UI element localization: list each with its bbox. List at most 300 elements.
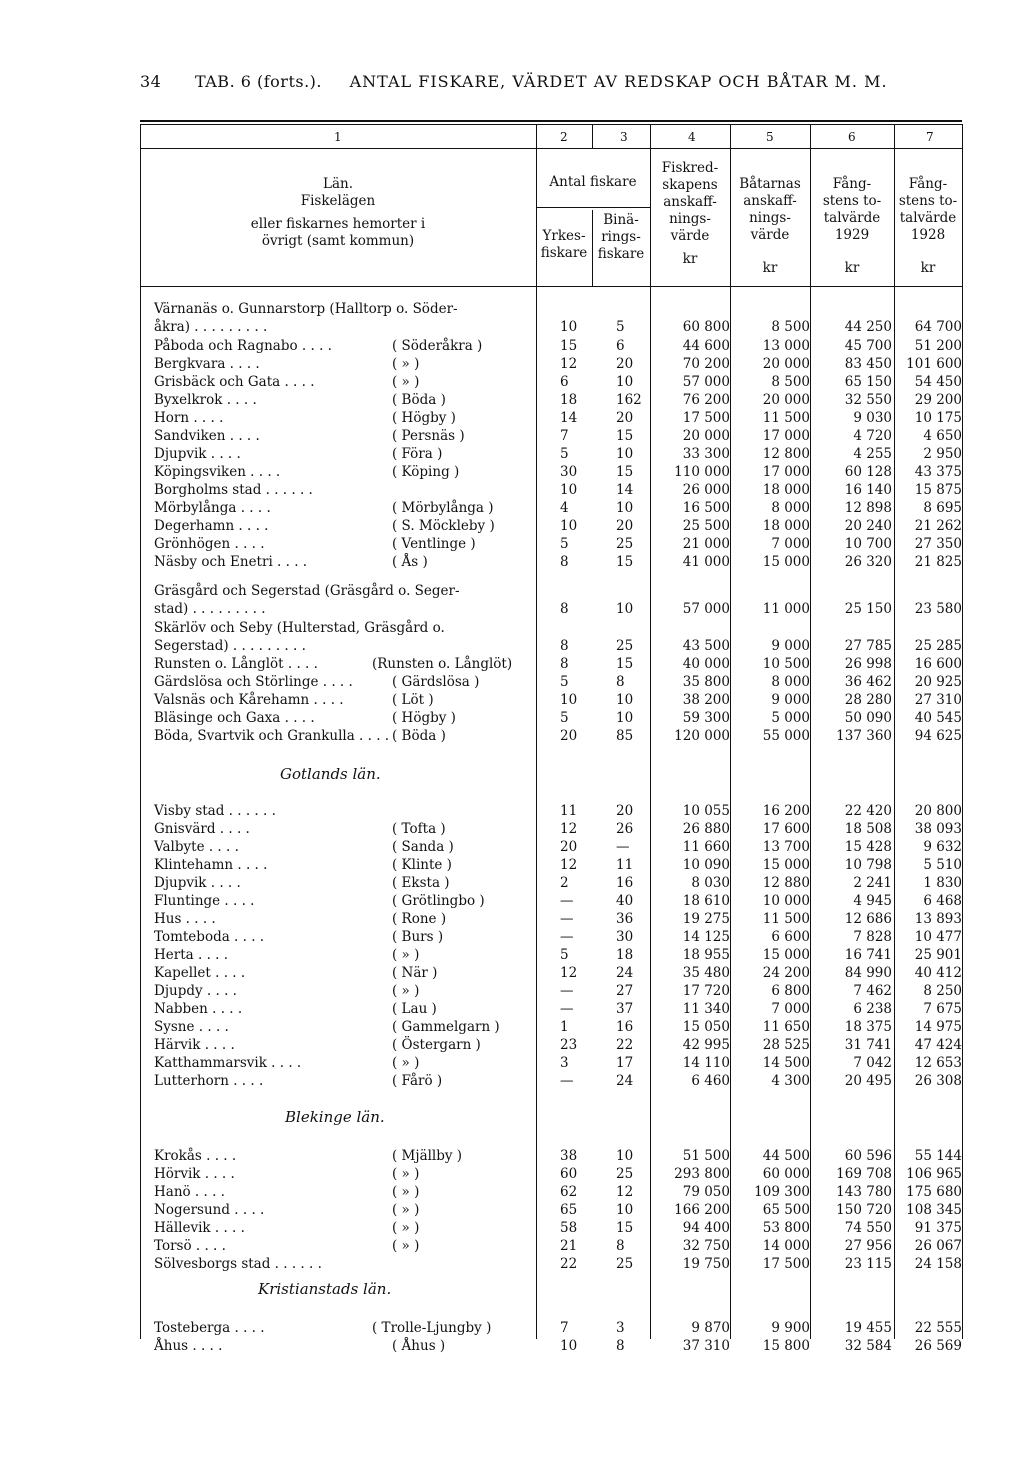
cell-c7: 8 250 (923, 983, 962, 999)
binaringsfiskare-header (592, 212, 650, 263)
cell-c6: 4 255 (853, 446, 892, 462)
cell-c2: 10 (560, 1338, 578, 1354)
cell-c7: 101 600 (906, 356, 962, 372)
cell-c7: 13 893 (914, 911, 962, 927)
row-kommun: ( Rone ) (392, 911, 447, 927)
cell-c5: 55 000 (762, 728, 810, 744)
table-row (140, 1072, 962, 1090)
cell-c6: 15 428 (844, 839, 892, 855)
cell-c6: 26 320 (844, 554, 892, 570)
table-row (140, 1000, 962, 1018)
col5-header (730, 176, 810, 277)
row-kommun: ( » ) (392, 356, 420, 372)
row-kommun: ( Söderåkra ) (392, 338, 483, 354)
binaringsfiskare-line: Binä- (603, 212, 639, 228)
row-name: Degerhamn . . . . (154, 518, 269, 534)
top-rule-thin (140, 124, 962, 125)
table-row (140, 856, 962, 874)
cell-c5: 28 525 (762, 1037, 810, 1053)
table-row (140, 620, 962, 655)
col7-line: Fång- (908, 176, 948, 192)
cell-c4: 20 000 (682, 428, 730, 444)
cell-c7: 47 424 (914, 1037, 962, 1053)
cell-c6: 2 241 (853, 875, 892, 891)
row-name: Djupvik . . . . (154, 446, 241, 462)
cell-c5: 17 000 (762, 464, 810, 480)
row-kommun: ( Klinte ) (392, 857, 452, 873)
row-kommun: ( Gammelgarn ) (392, 1019, 500, 1035)
cell-c4: 19 275 (682, 911, 730, 927)
cell-c7: 26 569 (914, 1338, 962, 1354)
cell-c4: 60 800 (682, 319, 730, 335)
table-row (140, 910, 962, 928)
col1-header-line: eller fiskarnes hemorter i (250, 216, 426, 232)
cell-c7: 64 700 (914, 319, 962, 335)
col1-header-line: övrigt (samt kommun) (261, 233, 415, 249)
page-header (140, 72, 888, 91)
row-name: Torsö . . . . (154, 1238, 226, 1254)
cell-c7: 15 875 (914, 482, 962, 498)
cell-c6: 60 596 (844, 1148, 892, 1164)
col6-line: talvärde (823, 210, 881, 226)
col5-line: anskaff- (743, 193, 797, 209)
cell-c3: 40 (616, 893, 634, 909)
cell-c4: 166 200 (674, 1202, 730, 1218)
cell-c2: 12 (560, 821, 578, 837)
cell-c4: 293 800 (674, 1166, 730, 1182)
cell-c7: 6 468 (923, 893, 962, 909)
table-row (140, 946, 962, 964)
table-row (140, 691, 962, 709)
cell-c5: 8 500 (771, 374, 810, 390)
cell-c6: 50 090 (844, 710, 892, 726)
cell-c3: 16 (616, 1019, 634, 1035)
cell-c5: 60 000 (762, 1166, 810, 1182)
cell-c2: 8 (560, 601, 569, 617)
cell-c4: 18 955 (682, 947, 730, 963)
cell-c5: 11 500 (762, 410, 810, 426)
cell-c4: 59 300 (682, 710, 730, 726)
table-row (140, 409, 962, 427)
cell-c2: 10 (560, 319, 578, 335)
cell-c3: 5 (616, 319, 625, 335)
top-rule (140, 120, 962, 122)
cell-c2: 23 (560, 1037, 578, 1053)
table-row (140, 982, 962, 1000)
cell-c6: 18 375 (844, 1019, 892, 1035)
cell-c6: 7 042 (853, 1055, 892, 1071)
cell-c4: 14 125 (682, 929, 730, 945)
table-row (140, 373, 962, 391)
cell-c7: 20 925 (914, 674, 962, 690)
row-name: Bläsinge och Gaxa . . . . (154, 710, 315, 726)
cell-c6: 84 990 (844, 965, 892, 981)
cell-c2: 5 (560, 536, 569, 552)
cell-c2: 20 (560, 839, 578, 855)
col7-unit: kr (920, 260, 936, 276)
cell-c4: 51 500 (682, 1148, 730, 1164)
cell-c7: 40 412 (914, 965, 962, 981)
cell-c7: 51 200 (914, 338, 962, 354)
cell-c7: 27 350 (914, 536, 962, 552)
col1-header-line: Län. (323, 176, 353, 192)
row-kommun: ( Persnäs ) (392, 428, 465, 444)
col6-line: 1929 (834, 227, 870, 243)
cell-c4: 26 880 (682, 821, 730, 837)
cell-c2: 11 (560, 803, 578, 819)
table-row (140, 1255, 962, 1273)
row-kommun: ( Åhus ) (392, 1338, 446, 1354)
cell-c6: 4 720 (853, 428, 892, 444)
row-name: Byxelkrok . . . . (154, 392, 257, 408)
cell-c7: 26 308 (914, 1073, 962, 1089)
col6-header (810, 176, 894, 277)
row-kommun: ( » ) (392, 1220, 420, 1236)
row-kommun: ( Föra ) (392, 446, 443, 462)
table-label: TAB. 6 (forts.). (194, 72, 322, 91)
cell-c7: 175 680 (906, 1184, 962, 1200)
cell-c3: 6 (616, 338, 625, 354)
cell-c4: 76 200 (682, 392, 730, 408)
cell-c7: 40 545 (914, 710, 962, 726)
table-row (140, 1054, 962, 1072)
cell-c2: — (560, 983, 574, 999)
cell-c5: 12 880 (762, 875, 810, 891)
cell-c4: 15 050 (682, 1019, 730, 1035)
row-name: Horn . . . . (154, 410, 224, 426)
row-name: Grönhögen . . . . (154, 536, 265, 552)
cell-c5: 53 800 (762, 1220, 810, 1236)
cell-c7: 55 144 (914, 1148, 962, 1164)
row-kommun: ( Ventlinge ) (392, 536, 476, 552)
row-name: Gnisvärd . . . . (154, 821, 250, 837)
cell-c6: 28 280 (844, 692, 892, 708)
cell-c6: 20 495 (844, 1073, 892, 1089)
cell-c5: 17 600 (762, 821, 810, 837)
row-name: Bergkvara . . . . (154, 356, 260, 372)
cell-c3: 15 (616, 428, 634, 444)
col5-unit: kr (762, 260, 778, 276)
cell-c4: 17 500 (682, 410, 730, 426)
cell-c5: 10 000 (762, 893, 810, 909)
cell-c7: 8 695 (923, 500, 962, 516)
cell-c2: 30 (560, 464, 578, 480)
cell-c6: 22 420 (844, 803, 892, 819)
cell-c7: 29 200 (914, 392, 962, 408)
cell-c5: 4 300 (771, 1073, 810, 1089)
row-kommun: ( » ) (392, 1166, 420, 1182)
table-row (140, 391, 962, 409)
col-number-6: 6 (848, 130, 856, 144)
row-name: Djupdy . . . . (154, 983, 237, 999)
col1-header (140, 176, 536, 250)
cell-c2: 10 (560, 482, 578, 498)
row-name: Kapellet . . . . (154, 965, 246, 981)
cell-c3: 25 (616, 1166, 634, 1182)
cell-c6: 16 140 (844, 482, 892, 498)
cell-c6: 18 508 (844, 821, 892, 837)
antal-fiskare-header: Antal fiskare (549, 174, 637, 190)
col-number-2: 2 (560, 130, 568, 144)
cell-c7: 16 600 (914, 656, 962, 672)
cell-c2: 6 (560, 374, 569, 390)
row-kommun: ( Högby ) (392, 710, 456, 726)
row-name: Valbyte . . . . (154, 839, 239, 855)
cell-c3: 10 (616, 500, 634, 516)
cell-c3: 30 (616, 929, 634, 945)
cell-c7: 12 653 (914, 1055, 962, 1071)
cell-c7: 25 285 (914, 638, 962, 654)
cell-c2: — (560, 1001, 574, 1017)
row-name: Åhus . . . . (154, 1338, 223, 1354)
cell-c3: 22 (616, 1037, 634, 1053)
table-row (140, 655, 962, 673)
cell-c3: 17 (616, 1055, 634, 1071)
cell-c6: 26 998 (844, 656, 892, 672)
cell-c3: 12 (616, 1184, 634, 1200)
table-title: ANTAL FISKARE, VÄRDET AV REDSKAP OCH BÅTAR M. M. (349, 72, 888, 91)
cell-c4: 26 000 (682, 482, 730, 498)
row-name: Djupvik . . . . (154, 875, 241, 891)
row-kommun: ( När ) (392, 965, 438, 981)
cell-c7: 38 093 (914, 821, 962, 837)
cell-c5: 10 500 (762, 656, 810, 672)
row-name-continued: stad) . . . . . . . . . (154, 601, 266, 617)
row-name: Sölvesborgs stad . . . . . . (154, 1256, 322, 1272)
cell-c5: 13 000 (762, 338, 810, 354)
cell-c5: 9 000 (771, 638, 810, 654)
row-kommun: (Runsten o. Långlöt) (372, 656, 513, 672)
cell-c7: 25 901 (914, 947, 962, 963)
cell-c3: 18 (616, 947, 634, 963)
cell-c4: 35 800 (682, 674, 730, 690)
cell-c6: 25 150 (844, 601, 892, 617)
cell-c6: 32 584 (844, 1338, 892, 1354)
cell-c2: — (560, 911, 574, 927)
row-kommun: ( » ) (392, 1238, 420, 1254)
page-number: 34 (140, 72, 162, 91)
table-row (140, 535, 962, 553)
cell-c4: 10 055 (682, 803, 730, 819)
cell-c2: 2 (560, 875, 569, 891)
col-divider-7 (962, 124, 963, 1339)
cell-c7: 5 510 (923, 857, 962, 873)
table-row (140, 1036, 962, 1054)
row-name: Påboda och Ragnabo . . . . (154, 338, 332, 354)
row-name: Herta . . . . (154, 947, 229, 963)
row-kommun: ( Tofta ) (392, 821, 446, 837)
cell-c6: 16 741 (844, 947, 892, 963)
cell-c6: 7 828 (853, 929, 892, 945)
table-row (140, 1219, 962, 1237)
row-name: Tomteboda . . . . (154, 929, 265, 945)
table-row (140, 355, 962, 373)
cell-c6: 19 455 (844, 1320, 892, 1336)
cell-c2: 12 (560, 965, 578, 981)
cell-c5: 9 900 (771, 1320, 810, 1336)
cell-c2: 4 (560, 500, 569, 516)
cell-c3: 15 (616, 464, 634, 480)
col1-header-line: Fiskelägen (300, 193, 376, 209)
table-row (140, 427, 962, 445)
cell-c5: 18 000 (762, 518, 810, 534)
cell-c4: 33 300 (682, 446, 730, 462)
cell-c2: 15 (560, 338, 578, 354)
row-name: Sandviken . . . . (154, 428, 260, 444)
cell-c2: 5 (560, 446, 569, 462)
cell-c4: 16 500 (682, 500, 730, 516)
cell-c3: 85 (616, 728, 634, 744)
cell-c4: 79 050 (682, 1184, 730, 1200)
cell-c3: 10 (616, 446, 634, 462)
cell-c3: 24 (616, 1073, 634, 1089)
row-name: Fluntinge . . . . (154, 893, 255, 909)
row-kommun: ( » ) (392, 947, 420, 963)
row-kommun: ( Mörbylånga ) (392, 500, 494, 516)
cell-c4: 6 460 (691, 1073, 730, 1089)
cell-c6: 10 700 (844, 536, 892, 552)
row-name-continued: Segerstad) . . . . . . . . . (154, 638, 306, 654)
cell-c7: 91 375 (914, 1220, 962, 1236)
cell-c4: 44 600 (682, 338, 730, 354)
cell-c4: 120 000 (674, 728, 730, 744)
col7-line: talvärde (899, 210, 957, 226)
cell-c5: 14 500 (762, 1055, 810, 1071)
row-kommun: ( Böda ) (392, 392, 446, 408)
col4-line: värde (670, 228, 710, 244)
cell-c3: 10 (616, 1148, 634, 1164)
cell-c4: 14 110 (682, 1055, 730, 1071)
cell-c3: 20 (616, 803, 634, 819)
row-name: Tosteberga . . . . (154, 1320, 265, 1336)
table-row (140, 709, 962, 727)
cell-c4: 17 720 (682, 983, 730, 999)
cell-c7: 4 650 (923, 428, 962, 444)
cell-c5: 7 000 (771, 536, 810, 552)
col7-line: 1928 (910, 227, 946, 243)
cell-c6: 65 150 (844, 374, 892, 390)
cell-c4: 38 200 (682, 692, 730, 708)
binaringsfiskare-line: rings- (601, 229, 641, 245)
cell-c3: 27 (616, 983, 634, 999)
row-name: Visby stad . . . . . . (154, 803, 276, 819)
cell-c4: 11 340 (682, 1001, 730, 1017)
cell-c3: 26 (616, 821, 634, 837)
cell-c2: 18 (560, 392, 578, 408)
cell-c6: 31 741 (844, 1037, 892, 1053)
cell-c5: 7 000 (771, 1001, 810, 1017)
table-row (140, 337, 962, 355)
row-name: Mörbylånga . . . . (154, 500, 271, 516)
cell-c6: 12 686 (844, 911, 892, 927)
cell-c5: 8 000 (771, 500, 810, 516)
row-kommun: ( » ) (392, 374, 420, 390)
cell-c7: 21 262 (914, 518, 962, 534)
section-title-kristianstad: Kristianstads län. (258, 1280, 392, 1298)
table-row (140, 1237, 962, 1255)
cell-c7: 10 175 (914, 410, 962, 426)
row-name: Gräsgård och Segerstad (Gräsgård o. Seger- (154, 583, 460, 599)
yrkesfiskare-header (536, 228, 592, 262)
cell-c2: 7 (560, 428, 569, 444)
row-name: Hörvik . . . . (154, 1166, 235, 1182)
row-kommun: ( Grötlingbo ) (392, 893, 485, 909)
cell-c2: 5 (560, 674, 569, 690)
cell-c5: 44 500 (762, 1148, 810, 1164)
cell-c3: 8 (616, 674, 625, 690)
cell-c4: 8 030 (691, 875, 730, 891)
col-number-1: 1 (334, 130, 342, 144)
cell-c6: 150 720 (836, 1202, 892, 1218)
cell-c6: 74 550 (844, 1220, 892, 1236)
table-row (140, 445, 962, 463)
cell-c6: 32 550 (844, 392, 892, 408)
col-number-5: 5 (766, 130, 774, 144)
cell-c2: 10 (560, 518, 578, 534)
cell-c2: 12 (560, 857, 578, 873)
cell-c6: 9 030 (853, 410, 892, 426)
cell-c7: 54 450 (914, 374, 962, 390)
cell-c6: 143 780 (836, 1184, 892, 1200)
cell-c3: 10 (616, 601, 634, 617)
cell-c5: 16 200 (762, 803, 810, 819)
cell-c2: 21 (560, 1238, 578, 1254)
cell-c4: 10 090 (682, 857, 730, 873)
table-row (140, 1337, 962, 1355)
row-name: Krokås . . . . (154, 1148, 237, 1164)
cell-c2: 14 (560, 410, 578, 426)
cell-c5: 109 300 (754, 1184, 810, 1200)
table-row (140, 499, 962, 517)
row-name: Sysne . . . . (154, 1019, 229, 1035)
row-kommun: ( » ) (392, 1184, 420, 1200)
row-kommun: ( Löt ) (392, 692, 434, 708)
cell-c2: 7 (560, 1320, 569, 1336)
row-kommun: ( Burs ) (392, 929, 444, 945)
cell-c3: 36 (616, 911, 634, 927)
cell-c2: 22 (560, 1256, 578, 1272)
cell-c4: 70 200 (682, 356, 730, 372)
row-name: Köpingsviken . . . . (154, 464, 281, 480)
cell-c3: 14 (616, 482, 634, 498)
table-row (140, 802, 962, 820)
row-name: Lutterhorn . . . . (154, 1073, 264, 1089)
table-row (140, 1147, 962, 1165)
cell-c2: 60 (560, 1166, 578, 1182)
cell-c7: 2 950 (923, 446, 962, 462)
row-kommun: ( S. Möckleby ) (392, 518, 495, 534)
cell-c6: 44 250 (844, 319, 892, 335)
antal-fiskare-rule (536, 207, 650, 208)
col6-unit: kr (844, 260, 860, 276)
cell-c5: 65 500 (762, 1202, 810, 1218)
col4-unit: kr (682, 251, 698, 267)
cell-c3: 20 (616, 518, 634, 534)
cell-c7: 43 375 (914, 464, 962, 480)
cell-c7: 10 477 (914, 929, 962, 945)
cell-c4: 19 750 (682, 1256, 730, 1272)
cell-c3: 10 (616, 374, 634, 390)
table-row (140, 727, 962, 745)
row-kommun: ( » ) (392, 1055, 420, 1071)
cell-c4: 25 500 (682, 518, 730, 534)
cell-c2: 1 (560, 1019, 569, 1035)
cell-c4: 11 660 (682, 839, 730, 855)
row-kommun: ( Fårö ) (392, 1073, 443, 1089)
col4-line: nings- (669, 211, 711, 227)
row-name: Klintehamn . . . . (154, 857, 268, 873)
cell-c3: 15 (616, 554, 634, 570)
